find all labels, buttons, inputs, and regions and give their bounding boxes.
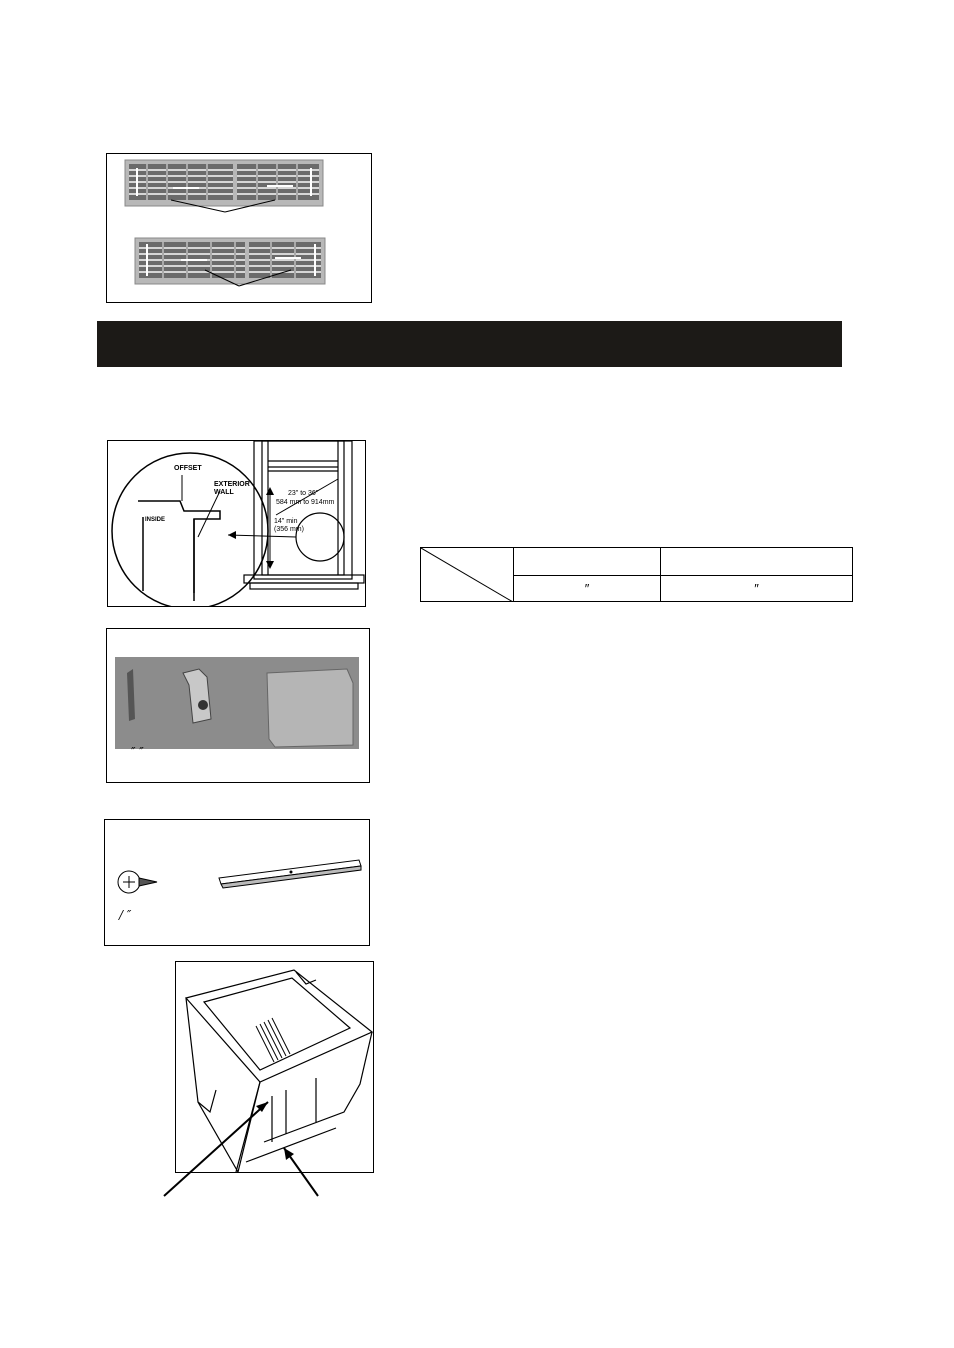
hardware-caption: ″ ″	[131, 745, 144, 759]
screw-rail-illustration	[105, 820, 369, 945]
cabinet-leader-lines	[150, 1090, 330, 1200]
inside-label: INSIDE	[145, 517, 166, 523]
width-range-mm: 584 mm to 914mm	[276, 499, 335, 506]
screw-icon	[118, 871, 157, 893]
hardware-photo	[107, 629, 369, 782]
table-header-col2	[661, 548, 853, 576]
diagonal-divider	[421, 548, 513, 602]
table-corner-cell	[421, 548, 514, 602]
exterior-wall-label-2: WALL	[214, 489, 234, 496]
louver-figure	[106, 153, 372, 303]
table-cell-r2c2: ″	[661, 576, 853, 602]
louver-upper	[125, 160, 323, 212]
offset-label: OFFSET	[174, 465, 202, 472]
table-cell-r2c1: ″	[514, 576, 661, 602]
louver-illustration	[107, 154, 371, 302]
exterior-wall-label: EXTERIOR	[214, 481, 250, 488]
min-height-mm: (356 mm)	[274, 526, 304, 533]
dimension-table	[420, 547, 853, 602]
rail-icon	[219, 860, 361, 888]
louver-lower	[135, 238, 325, 286]
table-header-col1	[514, 548, 661, 576]
screw-caption: / ″	[119, 908, 132, 922]
section-header-banner	[97, 321, 842, 367]
hardware-photo-figure	[106, 628, 370, 783]
window-diagram	[108, 441, 365, 606]
width-range-in: 23" to 36"	[288, 490, 319, 497]
screw-rail-figure	[104, 819, 370, 946]
window-installation-figure	[107, 440, 366, 607]
min-height-in: 14" min	[274, 518, 298, 525]
